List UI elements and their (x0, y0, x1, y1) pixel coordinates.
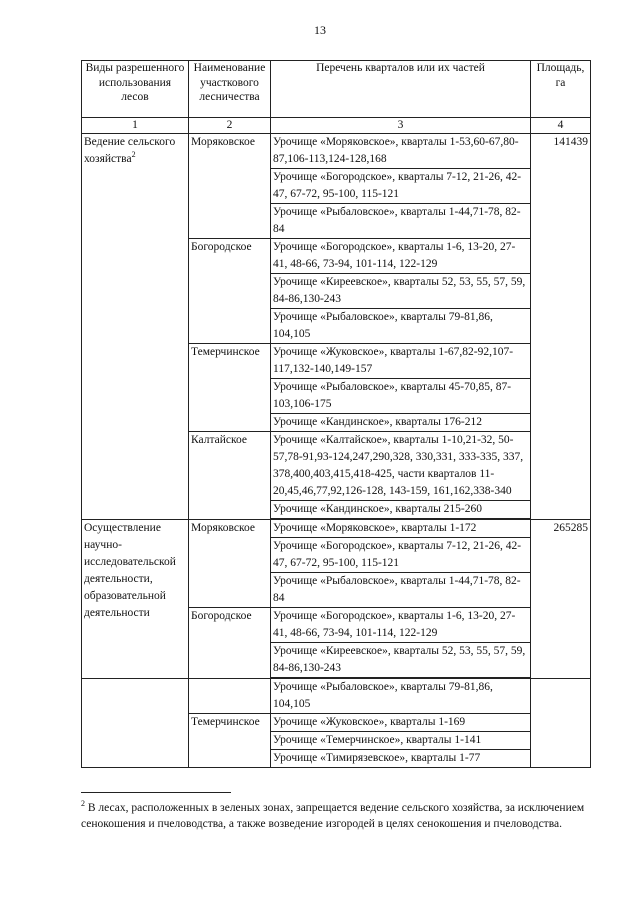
quarters-cell: Урочище «Богородское», кварталы 1-6, 13-20, 27-41, 48-66, 73-94, 101-114, 122-129 (271, 239, 531, 274)
forestry-cell: Темерчинское (189, 344, 271, 432)
footnote-ref: 2 (131, 150, 136, 160)
quarters-cell: Урочище «Кандинское», кварталы 176-212 (271, 414, 531, 432)
quarters-cell: Урочище «Рыбаловское», кварталы 1-44,71-78, 82-84 (271, 573, 531, 608)
column-number: 2 (189, 118, 271, 134)
quarters-cell: Урочище «Богородское», кварталы 7-12, 21-26, 42-47, 67-72, 95-100, 115-121 (271, 538, 531, 573)
forestry-cell: Моряковское (189, 520, 271, 608)
quarters-cell: Урочище «Богородское», кварталы 1-6, 13-20, 27-41, 48-66, 73-94, 101-114, 122-129 (271, 608, 531, 643)
forestry-cell-continued (189, 679, 271, 714)
quarters-cell: Урочище «Рыбаловское», кварталы 1-44,71-78, 82-84 (271, 204, 531, 239)
table-row (82, 520, 591, 538)
column-number: 4 (531, 118, 591, 134)
forestry-cell: Моряковское (189, 134, 271, 239)
forestry-cell: Темерчинское (189, 714, 271, 768)
quarters-cell: Урочище «Тимирязевское», кварталы 1-77 (271, 750, 531, 768)
use-type-cell (82, 134, 189, 520)
quarters-cell: Урочище «Моряковское», кварталы 1-53,60-67,80-87,106-113,124-128,168 (271, 134, 531, 169)
quarters-cell: Урочище «Киреевское», кварталы 52, 53, 55, 57, 59, 84-86,130-243 (271, 274, 531, 309)
quarters-cell: Урочище «Богородское», кварталы 7-12, 21-26, 42-47, 67-72, 95-100, 115-121 (271, 169, 531, 204)
table-header-row (82, 61, 591, 118)
quarters-cell: Урочище «Рыбаловское», кварталы 79-81,86, 104,105 (271, 309, 531, 344)
quarters-cell: Урочище «Киреевское», кварталы 52, 53, 55, 57, 59, 84-86,130-243 (271, 643, 531, 678)
header-area: Площадь, га (531, 61, 591, 118)
quarters-cell: Урочище «Моряковское», кварталы 1-172 (271, 520, 531, 538)
quarters-cell: Урочище «Темерчинское», кварталы 1-141 (271, 732, 531, 750)
forestry-cell: Богородское (189, 239, 271, 344)
quarters-cell: Урочище «Жуковское», кварталы 1-169 (271, 714, 531, 732)
footnote (81, 800, 590, 832)
header-quarters-list: Перечень кварталов или их частей (271, 61, 531, 118)
table-row (82, 134, 591, 169)
column-number: 3 (271, 118, 531, 134)
forestry-cell: Богородское (189, 608, 271, 679)
quarters-cell: Урочище «Рыбаловское», кварталы 79-81,86, 104,105 (271, 679, 531, 714)
header-use-type: Виды разрешенного использования лесов (82, 61, 189, 118)
use-type-cell: Осуществление научно-исследовательской деятельности, образовательной деятельности (82, 520, 189, 679)
area-cell-empty (531, 679, 591, 768)
use-type-cell-empty (82, 679, 189, 768)
column-number-row (82, 118, 591, 134)
use-type-label: Ведение сельского хозяйства (84, 136, 176, 165)
forestry-cell: Калтайское (189, 432, 271, 520)
quarters-cell: Урочище «Кандинское», кварталы 215-260 (271, 501, 531, 519)
area-cell: 141439 (531, 134, 591, 520)
column-number: 1 (82, 118, 189, 134)
quarters-cell: Урочище «Калтайское», кварталы 1-10,21-32, 50-57,78-91,93-124,247,290,328, 330,331, 333-335, 337, 378,400,403,415,418-425, части кварталов 11-20,45,46,77,92,126-128, 143-159, 161,162,338-340 (271, 432, 531, 501)
footnote-mark: 2 (81, 799, 85, 809)
footnote-divider (81, 792, 231, 793)
area-cell: 265285 (531, 520, 591, 679)
footnote-text: В лесах, расположенных в зеленых зонах, запрещается ведение сельского хозяйства, за исключением сенокошения и пчеловодства, а также возведение изгородей в целях сенокошения и пчеловодства. (81, 802, 585, 830)
header-forestry-name: Наименование участкового лесничества (189, 61, 271, 118)
quarters-cell: Урочище «Рыбаловское», кварталы 45-70,85, 87-103,106-175 (271, 379, 531, 414)
forest-use-table (81, 60, 591, 768)
quarters-cell: Урочище «Жуковское», кварталы 1-67,82-92,107-117,132-140,149-157 (271, 344, 531, 379)
table-row (82, 679, 591, 714)
page-number: 13 (314, 23, 326, 37)
